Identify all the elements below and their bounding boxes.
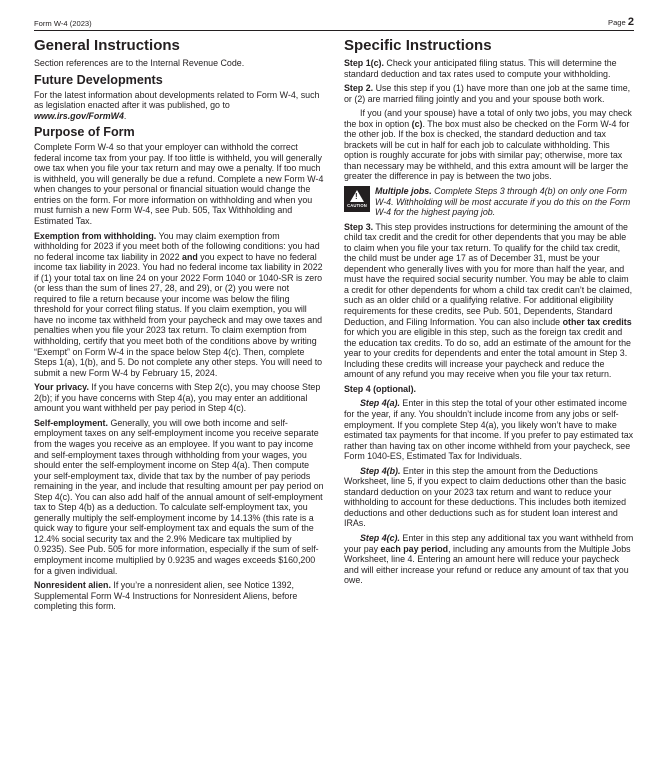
caution-note (344, 186, 634, 218)
nonresident-alien-paragraph: Nonresident alien. If you’re a nonresident alien, see Notice 1392, Supplemental Form W-4 Instructions for Nonresident Aliens, before completing this form. (34, 580, 298, 612)
specific-instructions-heading: Specific Instructions (344, 37, 492, 54)
step4a-paragraph: Step 4(a). Enter in this step the total of your other estimated income for the year, if any. You shouldn’t include income from any jobs or self-employment. If you complete Step 4(a), you likely won’t have to make estimated tax payments for that income. If you prefer to pay estimated tax rather than having tax on other income withheld from your paycheck, see Form 1040-ES, Estimated Tax for Individuals. (344, 398, 634, 462)
page-label: Page (608, 18, 626, 27)
step4-heading: Step 4 (optional). (344, 383, 416, 394)
purpose-of-form-heading: Purpose of Form (34, 125, 135, 140)
exemption-lead: Exemption from withholding. (34, 230, 157, 241)
step2-two-jobs-paragraph: If you (and your spouse) have a total of only two jobs, you may check the box in option (c). The box must also be checked on the Form W-4 for the other job. If the box is checked, the standard deduction and tax brackets will be cut in half for each job to calculate withholding. This option is roughly accurate for jobs with similar pay; otherwise, more tax than necessary may be withheld, and this extra amount will be larger the greater the difference in pay is between the two jobs. (344, 108, 632, 182)
section-references: Section references are to the Internal Revenue Code. (34, 58, 245, 68)
step2-paragraph: Step 2. Use this step if you (1) have more than one job at the same time, or (2) are married filing jointly and you and your spouse both work. (344, 83, 631, 104)
exemption-paragraph: Exemption from withholding. You may claim exemption from withholding for 2023 if you meet both of the following conditions: you had no federal income tax liability in 2022 and you expect to have no federal income tax liability in 2023. You had no federal income tax liability in 2022 if (1) your total tax on line 24 on your 2022 Form 1040 or 1040-SR is zero (or less than the sum of lines 27, 28, and 29), or (2) you were not required to file a return because your income was below the filing threshold for your correct filing status. If you claim exemption, you will have no income tax withheld from your paycheck and may owe taxes and penalties when you file your 2023 tax return. To claim exemption from withholding, certify that you meet both of the conditions above by writing “Exempt” on Form W-4 in the space below Step 4(c). Then, complete Steps 1(a), 1(b), and 5. Do not complete any other steps. You will need to submit a new Form W-4 by February 15, 2024. (34, 230, 323, 378)
page-header (34, 12, 634, 28)
right-column (344, 34, 634, 590)
privacy-lead: Your privacy. (34, 382, 89, 393)
nonresident-alien-lead: Nonresident alien. (34, 580, 111, 591)
page-number: 2 (627, 16, 634, 28)
future-developments-heading: Future Developments (34, 72, 163, 87)
general-instructions-heading: General Instructions (34, 37, 180, 54)
step3-paragraph: Step 3. This step provides instructions for determining the amount of the child tax credit and the credit for other dependents that you may be able to claim when you file your tax return. To qualify for the child tax credit, the child must be under age 17 as of December 31, must be your dependent who generally lives with you for more than half the year, and must have the required social security number. You may be able to claim a credit for other dependents for whom a child tax credit can’t be claimed, such as an older child or a qualifying relative. For additional eligibility requirements for these credits, see Pub. 501, Dependents, Standard Deduction, and Filing Information. You can also include other tax credits for which you are eligible in this step, such as the foreign tax credit and the education tax credits. To do so, add an estimate of the amount for the year to your credits for dependents and enter the total amount in Step 3. Including these credits will increase your paycheck and reduce the amount of any refund you may receive when you file your tax return. (344, 221, 633, 380)
header-rule (34, 30, 634, 31)
form-id: Form W-4 (2023) (34, 19, 92, 28)
step1c-paragraph: Step 1(c). Check your anticipated filing status. This will determine the standard deduction and tax rates used to compute your withholding. (344, 58, 617, 79)
caution-text: Multiple jobs. Complete Steps 3 through 4(b) on only one Form W-4. Withholding will be most accurate if you do this on the Form W-4 for the highest paying job. (375, 186, 631, 218)
privacy-paragraph: Your privacy. If you have concerns with Step 2(c), you may choose Step 2(b); if you have concerns with Step 4(a), you may enter an additional amount you want withheld per pay period in Step 4(c). (34, 382, 321, 414)
self-employment-lead: Self-employment. (34, 417, 108, 428)
irs-url-link[interactable]: www.irs.gov/FormW4 (34, 110, 124, 121)
step4c-paragraph: Step 4(c). Enter in this step any additional tax you want withheld from your pay each pay period, including any amounts from the Multiple Jobs Worksheet, line 4. Entering an amount here will reduce your paycheck and will either increase your refund or reduce any amount of tax that you owe. (344, 532, 634, 586)
purpose-of-form-text: Complete Form W-4 so that your employer can withhold the correct federal income tax from your pay. If too little is withheld, you will generally owe tax when you file your tax return and may owe a penalty. If too much is withheld, you will generally be due a refund. Complete a new Form W-4 when changes to your personal or financial situation would change the entries on the form. For more information on withholding and when you must furnish a new Form W-4, see Pub. 505, Tax Withholding and Estimated Tax. (34, 142, 324, 227)
left-column (34, 34, 324, 616)
caution-icon: ! CAUTION (344, 186, 370, 212)
page-indicator (608, 16, 634, 28)
step4b-paragraph: Step 4(b). Enter in this step the amount from the Deductions Worksheet, line 5, if you expect to claim deductions other than the basic standard deduction on your 2023 tax return and want to reduce your withholding to account for these deductions. This includes both itemized deductions and other deductions such as for student loan interest and IRAs. (344, 465, 627, 529)
future-developments-text: For the latest information about developments related to Form W-4, such as legislation enacted after it was published, go to www.irs.gov/FormW4. (34, 89, 320, 121)
self-employment-paragraph: Self-employment. Generally, you will owe both income and self-employment taxes on any self-employment income you receive separate from the wages you receive as an employee. If you want to pay income and self-employment taxes through withholding from your wages, you should enter the self-employment income on Step 4(a). Then compute your self-employment tax, divide that tax by the number of pay periods remaining in the year, and include that resulting amount per pay period on Step 4(c). You can also add half of the annual amount of self-employment tax to Step 4(b) as a deduction. To calculate self-employment tax, you generally multiply the self-employment income by 14.13% (this rate is a quick way to figure your self-employment tax and equals the sum of the 12.4% social security tax and the 2.9% Medicare tax multiplied by 0.9235). See Pub. 505 for more information, especially if the sum of self-employment income multiplied by 0.9235 and wages exceeds $160,200 for a given individual. (34, 417, 324, 576)
